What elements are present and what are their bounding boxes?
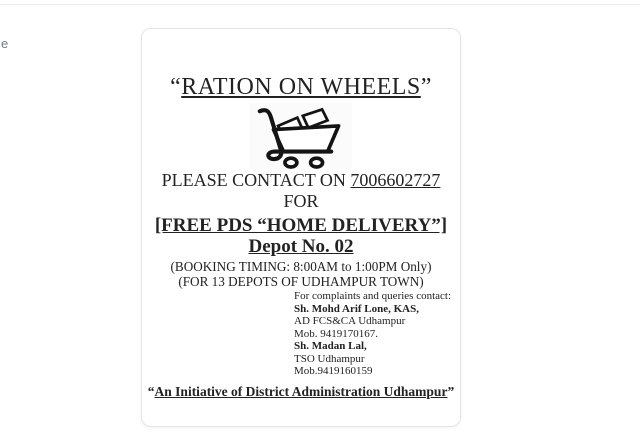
title-open-quote: “ — [170, 74, 182, 100]
booking-timing-line: (BOOKING TIMING: 8:00AM to 1:00PM Only) — [170, 259, 432, 274]
phone-number: 7006602727 — [350, 170, 441, 190]
sidebar-truncated-label: e — [1, 36, 9, 51]
footer-open-quote: “ — [147, 383, 155, 399]
complaints-heading: For complaints and queries contact: — [294, 290, 452, 302]
flyer-title — [142, 73, 460, 101]
contact-line-prefix: PLEASE CONTACT ON — [161, 170, 351, 190]
complaints-block — [294, 290, 460, 378]
shopping-cart-icon — [250, 103, 352, 169]
flyer-footer — [142, 384, 460, 400]
footer-text: An Initiative of District Administration Udhampur — [154, 383, 448, 399]
contact-2-mobile: Mob.9419160159 — [294, 365, 373, 377]
service-line: [FREE PDS “HOME DELIVERY”] — [154, 215, 448, 236]
flyer-card — [141, 28, 461, 427]
footer-close-quote: ” — [447, 383, 455, 399]
contact-2-designation: TSO Udhampur — [294, 352, 365, 365]
contact-line — [142, 170, 460, 191]
title-close-quote: ” — [420, 74, 432, 100]
top-divider — [0, 4, 640, 5]
depot-line: Depot No. 02 — [248, 236, 354, 257]
contact-1-mobile: Mob. 9419170167. — [294, 327, 379, 340]
contact-1-designation: AD FCS&CA Udhampur — [294, 315, 406, 327]
coverage-line: (FOR 13 DEPOTS OF UDHAMPUR TOWN) — [178, 274, 424, 289]
contact-2-name: Sh. Madan Lal, — [294, 340, 367, 352]
for-line: FOR — [283, 191, 319, 211]
contact-1-name: Sh. Mohd Arif Lone, KAS, — [294, 302, 419, 315]
title-text: RATION ON WHEELS — [181, 74, 421, 100]
